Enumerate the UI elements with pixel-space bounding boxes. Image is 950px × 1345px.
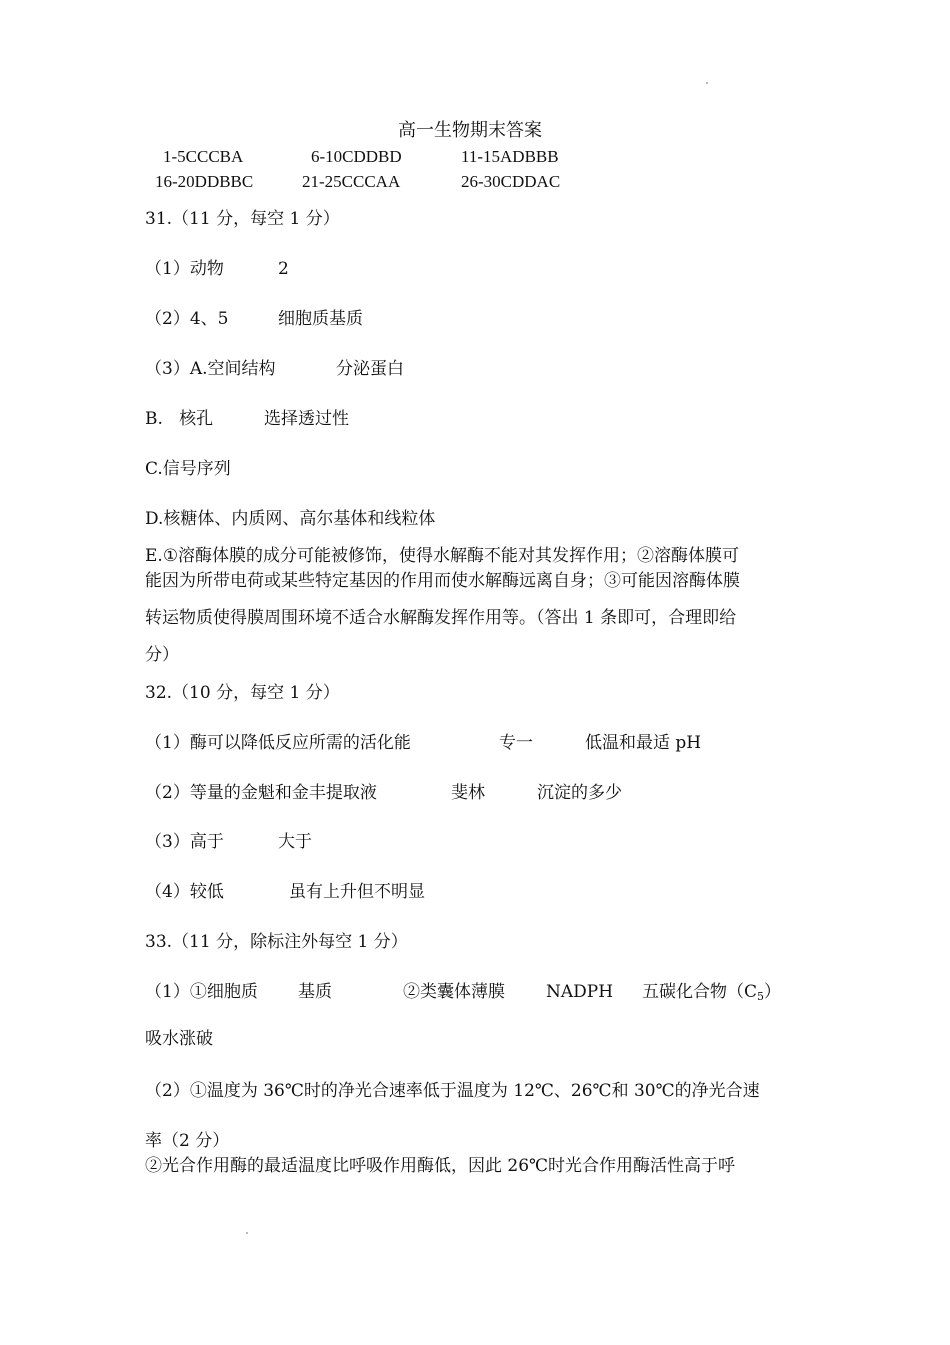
q32-answer-2b: 斐林 — [451, 783, 485, 803]
q31-answer-E-line3: 转运物质使得膜周围环境不适合水解酶发挥作用等。（答出 1 条即可，合理即给 — [145, 608, 737, 628]
q31-heading: 31.（11 分，每空 1 分） — [145, 209, 340, 229]
q31-answer-3a: （3）A.空间结构 — [145, 359, 276, 379]
q32-heading: 32.（10 分，每空 1 分） — [145, 683, 340, 703]
q33-answer-1a: （1）①细胞质 — [145, 982, 258, 1002]
scan-speck — [706, 82, 708, 84]
q33-answer-1f: 吸水涨破 — [145, 1029, 213, 1049]
q33-answer-1e — [642, 981, 781, 1003]
q33-answer-1e-close: ） — [764, 982, 782, 1002]
q31-answer-D: D.核糖体、内质网、高尔基体和线粒体 — [145, 509, 436, 529]
q31-answer-2b: 细胞质基质 — [278, 309, 363, 329]
q32-answer-1b: 专一 — [499, 733, 533, 753]
q32-answer-3a: （3）高于 — [145, 832, 224, 852]
q33-answer-2-line1: （2）①温度为 36℃时的净光合速率低于温度为 12℃、26℃和 30℃的净光合速 — [145, 1081, 760, 1101]
mc-answer-16-20: 16-20DDBBC — [155, 172, 254, 191]
q31-answer-E-line2: 能因为所带电荷或某些特定基因的作用而使水解酶远离自身；③可能因溶酶体膜 — [145, 571, 740, 591]
q33-answer-1d: NADPH — [546, 982, 614, 1002]
mc-answer-21-25: 21-25CCCAA — [302, 172, 401, 191]
q31-answer-Bb: 选择透过性 — [264, 409, 349, 429]
q31-answer-1b: 2 — [278, 259, 289, 279]
q31-answer-2a: （2）4、5 — [145, 309, 229, 329]
mc-answer-11-15: 11-15ADBBB — [461, 147, 559, 166]
mc-answer-6-10: 6-10CDDBD — [311, 147, 402, 166]
q31-answer-E-line4: 分） — [145, 645, 179, 665]
q32-answer-4a: （4）较低 — [145, 882, 224, 902]
q33-answer-1b: 基质 — [298, 982, 332, 1002]
q31-answer-Ba: B. 核孔 — [145, 409, 214, 429]
page-title: 高一生物期末答案 — [398, 120, 542, 141]
q31-answer-3b: 分泌蛋白 — [336, 359, 404, 379]
q33-answer-1e-text: 五碳化合物（C — [642, 982, 758, 1002]
mc-answer-26-30: 26-30CDDAC — [461, 172, 561, 191]
q32-answer-2a: （2）等量的金魁和金丰提取液 — [145, 783, 377, 803]
q33-heading: 33.（11 分，除标注外每空 1 分） — [145, 932, 408, 952]
q32-answer-1a: （1）酶可以降低反应所需的活化能 — [145, 733, 411, 753]
q32-answer-3b: 大于 — [278, 832, 312, 852]
q33-answer-1e-subscript: 5 — [757, 990, 765, 1003]
q33-answer-2-line2: 率（2 分） — [145, 1131, 230, 1151]
q33-answer-1c: ②类囊体薄膜 — [403, 982, 505, 1002]
q32-answer-1c: 低温和最适 pH — [585, 733, 702, 753]
q31-answer-1a: （1）动物 — [145, 259, 224, 279]
q33-answer-3: ②光合作用酶的最适温度比呼吸作用酶低，因此 26℃时光合作用酶活性高于呼 — [145, 1156, 736, 1176]
mc-answer-1-5: 1-5CCCBA — [163, 147, 244, 166]
q32-answer-2c: 沉淀的多少 — [537, 783, 622, 803]
scan-speck — [246, 1232, 248, 1234]
q31-answer-E-line1: E.①溶酶体膜的成分可能被修饰，使得水解酶不能对其发挥作用；②溶酶体膜可 — [145, 546, 740, 566]
q32-answer-4b: 虽有上升但不明显 — [289, 882, 425, 902]
q31-answer-C: C.信号序列 — [145, 459, 231, 479]
